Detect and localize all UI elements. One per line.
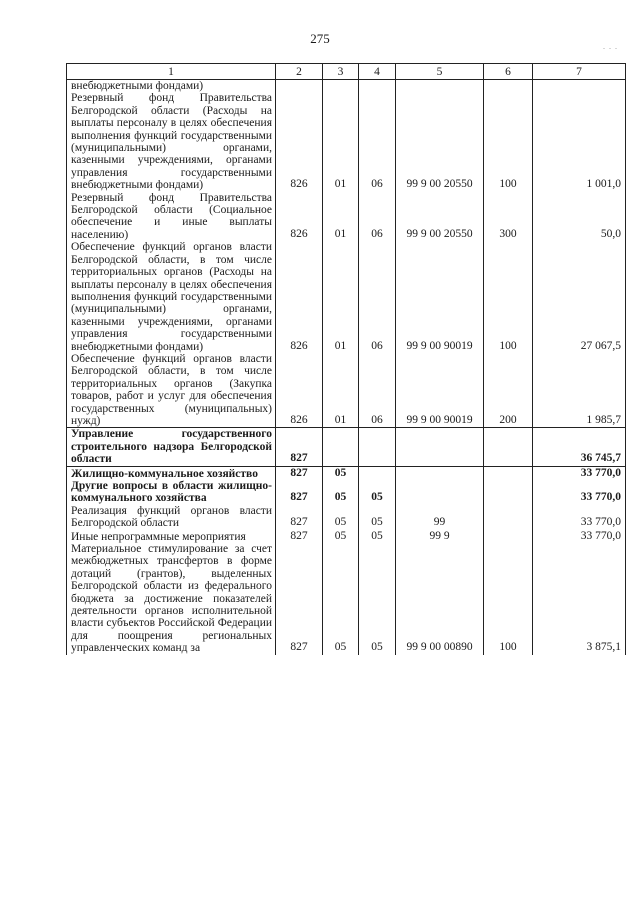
table-row — [67, 543, 626, 655]
row-administrator-code: 827 — [276, 543, 323, 655]
row-administrator-code: 827 — [276, 466, 323, 480]
table-row — [67, 530, 626, 543]
table-row — [67, 466, 626, 480]
row-expense-type — [484, 505, 533, 530]
row-expense-type — [484, 530, 533, 543]
row-expense-type — [484, 466, 533, 480]
row-administrator-code: 826 — [276, 92, 323, 191]
table-header — [67, 64, 626, 80]
row-subsection: 06 — [359, 241, 396, 353]
row-name: Реализация функций органов власти Белгородской области — [67, 505, 276, 530]
row-target-article: 99 9 00 90019 — [396, 241, 484, 353]
table-row — [67, 92, 626, 191]
row-amount: 27 067,5 — [533, 241, 626, 353]
table-row — [67, 428, 626, 466]
table-row — [67, 80, 626, 93]
row-amount: 1 985,7 — [533, 353, 626, 428]
row-administrator-code: 827 — [276, 428, 323, 466]
budget-table — [66, 63, 626, 655]
row-subsection: 05 — [359, 543, 396, 655]
row-administrator-code — [276, 80, 323, 93]
row-amount: 3 875,1 — [533, 543, 626, 655]
table-body — [67, 80, 626, 655]
row-name: Резервный фонд Правительства Белгородской области (Расходы на выплаты персоналу в целях обеспечения выполнения функций государственными (муниципальными) органами, казенными учреждениями, органами управления государственными внебюджетными фондами) — [67, 92, 276, 191]
row-subsection — [359, 80, 396, 93]
row-subsection: 06 — [359, 92, 396, 191]
row-expense-type: 100 — [484, 92, 533, 191]
row-expense-type: 100 — [484, 241, 533, 353]
row-target-article — [396, 80, 484, 93]
row-subsection: 05 — [359, 530, 396, 543]
row-subsection — [359, 466, 396, 480]
row-target-article — [396, 480, 484, 505]
row-expense-type: 200 — [484, 353, 533, 428]
row-section — [323, 428, 359, 466]
row-section — [323, 80, 359, 93]
row-administrator-code: 827 — [276, 505, 323, 530]
row-section: 01 — [323, 353, 359, 428]
row-target-article: 99 9 00 00890 — [396, 543, 484, 655]
row-name: Обеспечение функций органов власти Белгородской области, в том числе территориальных органов (Закупка товаров, работ и услуг для обеспечения государственных (муниципальных) нужд) — [67, 353, 276, 428]
row-section: 05 — [323, 480, 359, 505]
row-name: Обеспечение функций органов власти Белгородской области, в том числе территориальных органов (Расходы на выплаты персоналу в целях обеспечения выполнения функций государственными (муниципальными) органами, казенными учреждениями, органами управления государственными внебюджетными фондами) — [67, 241, 276, 353]
header-col-4: 4 — [359, 64, 396, 80]
row-amount — [533, 80, 626, 93]
row-name: Резервный фонд Правительства Белгородской области (Социальное обеспечение и иные выплаты населению) — [67, 192, 276, 242]
header-col-7: 7 — [533, 64, 626, 80]
row-administrator-code: 826 — [276, 192, 323, 242]
row-subsection: 05 — [359, 505, 396, 530]
table-row — [67, 505, 626, 530]
row-target-article: 99 9 00 20550 — [396, 192, 484, 242]
scan-mark: . . . — [603, 42, 618, 51]
row-amount: 33 770,0 — [533, 466, 626, 480]
row-target-article — [396, 428, 484, 466]
row-target-article — [396, 466, 484, 480]
header-col-5: 5 — [396, 64, 484, 80]
row-name: Материальное стимулирование за счет межбюджетных трансфертов в форме дотаций (грантов), выделенных Белгородской области из федерального бюджета за достижение показателей деятельности органов исполнительной власти субъектов Российской Федерации для поощрения региональных управленческих команд за — [67, 543, 276, 655]
row-section: 01 — [323, 92, 359, 191]
row-amount: 50,0 — [533, 192, 626, 242]
row-section: 05 — [323, 505, 359, 530]
header-col-3: 3 — [323, 64, 359, 80]
row-expense-type: 100 — [484, 543, 533, 655]
row-name: Иные непрограммные мероприятия — [67, 530, 276, 543]
header-col-6: 6 — [484, 64, 533, 80]
table-row — [67, 353, 626, 428]
row-name: Другие вопросы в области жилищно-коммунального хозяйства — [67, 480, 276, 505]
row-name: Управление государственного строительного надзора Белгородской области — [67, 428, 276, 466]
page-number: 275 — [310, 31, 330, 46]
row-amount: 33 770,0 — [533, 505, 626, 530]
table-row — [67, 192, 626, 242]
row-target-article: 99 9 00 90019 — [396, 353, 484, 428]
header-col-2: 2 — [276, 64, 323, 80]
row-target-article: 99 — [396, 505, 484, 530]
row-administrator-code: 827 — [276, 480, 323, 505]
row-section: 01 — [323, 241, 359, 353]
row-amount: 36 745,7 — [533, 428, 626, 466]
row-amount: 33 770,0 — [533, 530, 626, 543]
row-subsection: 06 — [359, 192, 396, 242]
row-administrator-code: 826 — [276, 241, 323, 353]
row-administrator-code: 826 — [276, 353, 323, 428]
table-row — [67, 241, 626, 353]
row-expense-type — [484, 428, 533, 466]
row-administrator-code: 827 — [276, 530, 323, 543]
row-subsection — [359, 428, 396, 466]
row-name: Жилищно-коммунальное хозяйство — [67, 466, 276, 480]
row-section: 05 — [323, 466, 359, 480]
row-name: внебюджетными фондами) — [67, 80, 276, 93]
header-col-1: 1 — [67, 64, 276, 80]
row-expense-type: 300 — [484, 192, 533, 242]
row-target-article: 99 9 — [396, 530, 484, 543]
row-expense-type — [484, 80, 533, 93]
row-section: 05 — [323, 543, 359, 655]
row-section: 05 — [323, 530, 359, 543]
row-section: 01 — [323, 192, 359, 242]
row-target-article: 99 9 00 20550 — [396, 92, 484, 191]
row-subsection: 06 — [359, 353, 396, 428]
row-subsection: 05 — [359, 480, 396, 505]
row-amount: 33 770,0 — [533, 480, 626, 505]
row-expense-type — [484, 480, 533, 505]
table-row — [67, 480, 626, 505]
row-amount: 1 001,0 — [533, 92, 626, 191]
